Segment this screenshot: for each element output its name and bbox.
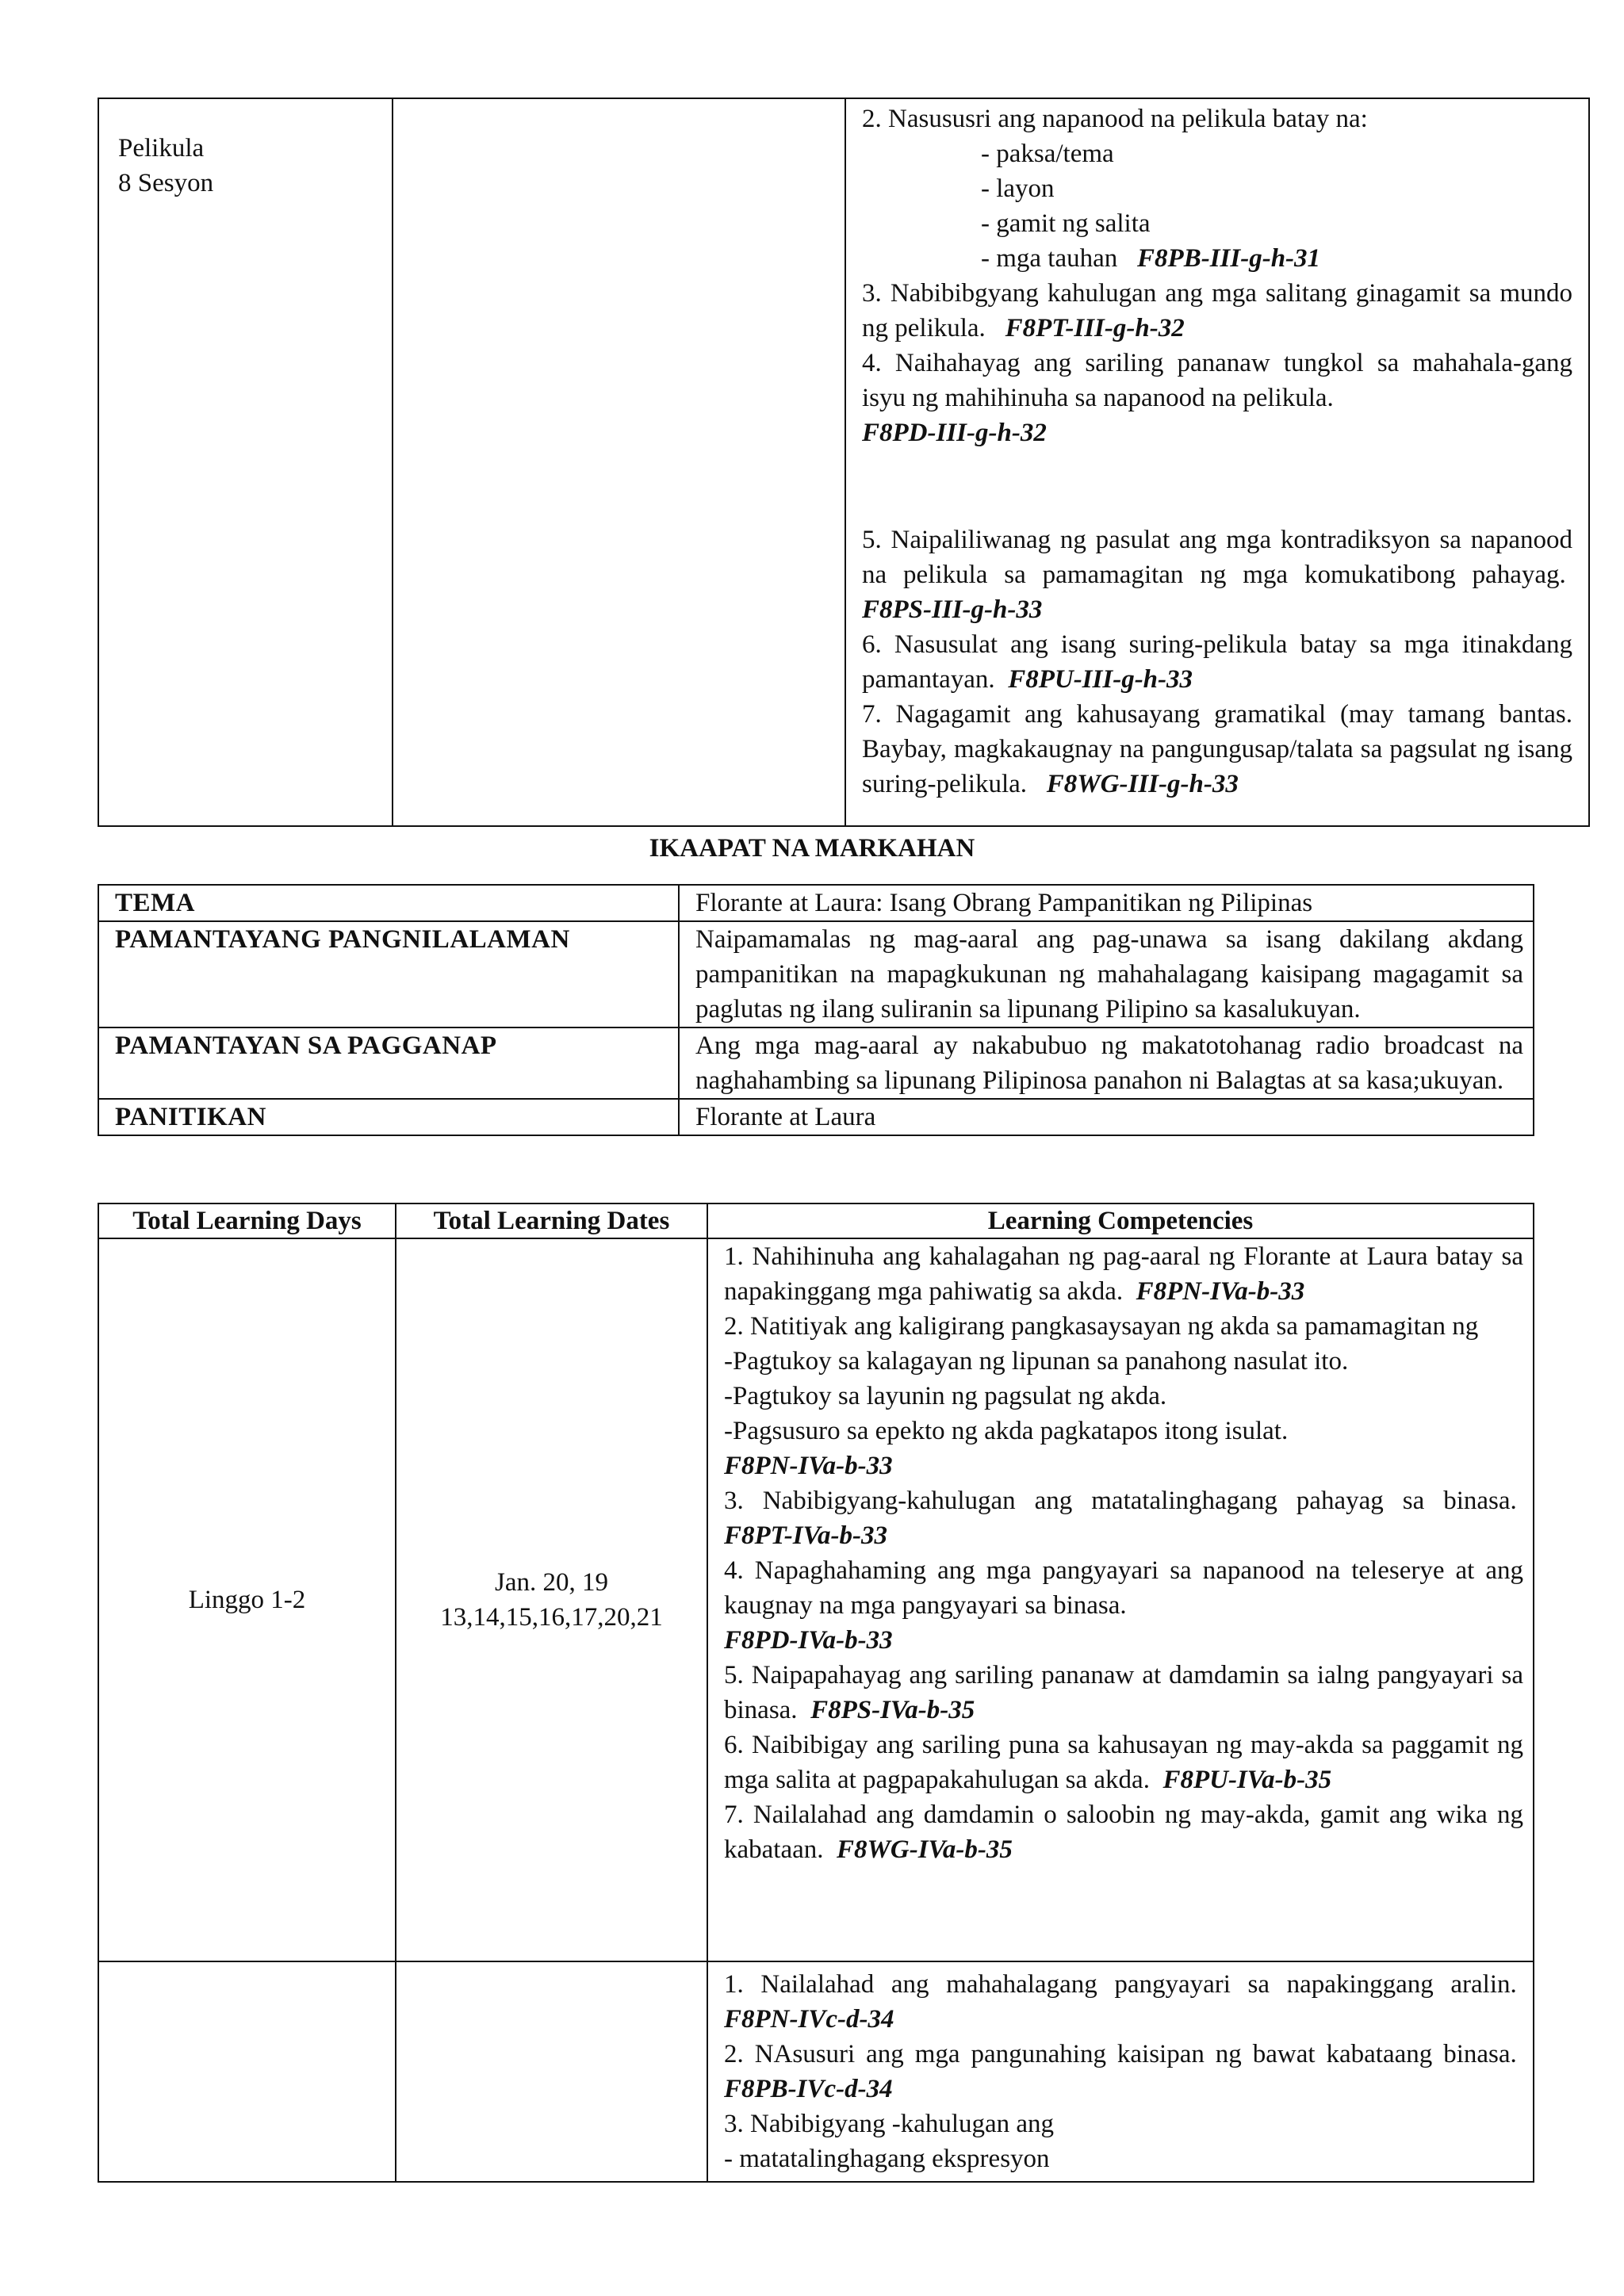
literature-type: Pelikula xyxy=(118,134,205,163)
competency-5 xyxy=(862,522,1572,627)
learning-days-cell xyxy=(98,1961,396,2182)
dates-line: 13,14,15,16,17,20,21 xyxy=(440,1603,663,1632)
table-row xyxy=(98,1961,1534,2182)
competency-text: 5. Naipaliliwanag ng pasulat ang mga kontradiksyon sa napanood na pelikula sa pamamagitan ng mga komukatibong pahayag. xyxy=(862,526,1572,589)
header-row xyxy=(98,1203,1534,1238)
competency-text: 6. Naibibigay ang sariling puna sa kahusayan ng may-akda sa paggamit ng mga salita at pagpapakahulugan sa akda. xyxy=(724,1731,1523,1794)
dates-line: Jan. 20, 19 xyxy=(495,1568,608,1597)
learning-dates-cell xyxy=(396,1238,707,1961)
competency-text: 5. Naipapahayag ang sariling pananaw at damdamin sa ialng pangyayari sa binasa. xyxy=(724,1661,1523,1724)
header-learning-days: Total Learning Days xyxy=(98,1203,396,1238)
table-row xyxy=(98,1238,1534,1961)
bullet-item: - layon xyxy=(981,174,1055,203)
competency-text: 3. Nabibibgyang kahulugan ang mga salitang ginagamit sa mundo ng pelikula. xyxy=(862,279,1572,342)
competency-1 xyxy=(724,1967,1523,2037)
competency-subitem: - matatalinghagang ekspresyon xyxy=(724,2145,1050,2173)
competency-2: 2. Natitiyak ang kaligirang pangkasaysayan ng akda sa pamamagitan ng xyxy=(724,1312,1479,1341)
competency-5 xyxy=(724,1658,1523,1728)
competency-code: F8PB-IVc-d-34 xyxy=(724,2075,893,2103)
header-learning-competencies: Learning Competencies xyxy=(707,1203,1534,1238)
competency-subitem: -Pagsusuro sa epekto ng akda pagkatapos itong isulat. xyxy=(724,1417,1289,1445)
competency-3 xyxy=(862,276,1572,346)
competency-3: 3. Nabibigyang -kahulugan ang xyxy=(724,2110,1055,2138)
learning-competencies-table xyxy=(98,1203,1534,2183)
performance-standard-label: PAMANTAYAN SA PAGGANAP xyxy=(98,1027,679,1099)
competencies-cell xyxy=(707,1238,1534,1961)
competency-code: F8PD-IVa-b-33 xyxy=(724,1626,893,1655)
learning-days-cell: Linggo 1-2 xyxy=(98,1238,396,1961)
competency-text: 1. Nahihinuha ang kahalagahan ng pag-aaral ng Florante at Laura batay sa napakinggang mga pahiwatig sa akda. xyxy=(724,1242,1523,1306)
content-standard-value: Naipamamalas ng mag-aaral ang pag-unawa sa isang dakilang akdang pampanitikan na mapagkukunan ng mahahalagang kaisipang magagamit sa paglutas ng ilang suliranin sa lipunang Pilipino sa kasalukuyan. xyxy=(679,921,1534,1027)
header-learning-dates: Total Learning Dates xyxy=(396,1203,707,1238)
competencies-cell xyxy=(845,98,1589,826)
competency-code: F8PN-IVc-d-34 xyxy=(724,2005,894,2034)
content-standard-label: PAMANTAYANG PANGNILALAMAN xyxy=(98,921,679,1027)
competency-text: 7. Nailalahad ang damdamin o saloobin ng may-akda, gamit ang wika ng kabataan. xyxy=(724,1800,1523,1864)
learning-dates-cell xyxy=(396,1961,707,2182)
literature-cell xyxy=(98,98,393,826)
competency-code: F8PU-IVa-b-35 xyxy=(1162,1766,1332,1794)
competency-7 xyxy=(724,1797,1523,1867)
competency-text: 6. Nasusulat ang isang suring-pelikula batay sa mga itinakdang pamantayan. xyxy=(862,630,1572,694)
competency-code: F8PS-III-g-h-33 xyxy=(862,595,1043,624)
competency-code: F8PS-IVa-b-35 xyxy=(810,1696,975,1724)
theme-label: TEMA xyxy=(98,885,679,921)
competency-3 xyxy=(724,1483,1523,1553)
competency-code: F8WG-III-g-h-33 xyxy=(1046,770,1239,798)
competency-text: 1. Nailalahad ang mahahalagang pangyayari sa napakinggang aralin. xyxy=(724,1970,1517,1999)
quarter-heading: IKAAPAT NA MARKAHAN xyxy=(649,834,975,863)
competency-subitem: -Pagtukoy sa layunin ng pagsulat ng akda. xyxy=(724,1382,1167,1410)
competency-1 xyxy=(724,1239,1523,1309)
bullet-item-with-code xyxy=(862,241,1572,276)
bullet-item: - paksa/tema xyxy=(981,140,1114,168)
bullet-text: - mga tauhan xyxy=(981,244,1118,273)
session-count: 8 Sesyon xyxy=(118,169,214,197)
competency-2 xyxy=(724,2037,1523,2107)
competency-6 xyxy=(724,1728,1523,1797)
quarter-info-table xyxy=(98,884,1534,1136)
competency-6 xyxy=(862,627,1572,697)
spacer xyxy=(862,450,1572,522)
competency-code: F8WG-IVa-b-35 xyxy=(837,1835,1013,1864)
competency-code: F8PN-IVa-b-33 xyxy=(1136,1277,1305,1306)
competency-subitem: -Pagtukoy sa kalagayan ng lipunan sa panahong nasulat ito. xyxy=(724,1347,1349,1376)
literature-label: PANITIKAN xyxy=(98,1099,679,1135)
theme-value: Florante at Laura: Isang Obrang Pampanitikan ng Pilipinas xyxy=(679,885,1534,921)
competency-4: 4. Naihahayag ang sariling pananaw tungkol sa mahahala-gang isyu ng mahihinuha sa napanood na pelikula. xyxy=(862,349,1572,412)
competency-text: 3. Nabibigyang-kahulugan ang matatalinghagang pahayag sa binasa. xyxy=(724,1487,1517,1515)
literature-value: Florante at Laura xyxy=(679,1099,1534,1135)
competency-code: F8PT-IVa-b-33 xyxy=(724,1521,887,1550)
competency-7 xyxy=(862,697,1572,802)
competencies-cell xyxy=(707,1961,1534,2182)
performance-standard-value: Ang mga mag-aaral ay nakabubuo ng makatotohanag radio broadcast na naghahambing sa lipunang Pilipinosa panahon ni Balagtas at sa kasa;ukuyan. xyxy=(679,1027,1534,1099)
competency-code: F8PB-III-g-h-31 xyxy=(1137,244,1321,273)
competency-4: 4. Napaghahaming ang mga pangyayari sa napanood na teleserye at ang kaugnay na mga pangyayari sa binasa. xyxy=(724,1556,1523,1620)
competency-text: 2. NAsusuri ang mga pangunahing kaisipan ng bawat kabataang binasa. xyxy=(724,2040,1517,2068)
competency-text: 7. Nagagamit ang kahusayang gramatikal (may tamang bantas. Baybay, magkakaugnay na pangungusap/talata sa pagsulat ng isang suring-pelikula. xyxy=(862,700,1572,798)
empty-dates-cell xyxy=(393,98,845,826)
competency-code: F8PT-III-g-h-32 xyxy=(1005,314,1185,342)
bullet-item: - gamit ng salita xyxy=(981,209,1151,238)
third-quarter-continuation-table xyxy=(98,98,1590,827)
competency-code: F8PN-IVa-b-33 xyxy=(724,1452,893,1480)
competency-2: 2. Nasususri ang napanood na pelikula batay na: xyxy=(862,105,1368,133)
competency-code: F8PD-III-g-h-32 xyxy=(862,419,1047,447)
competency-code: F8PU-III-g-h-33 xyxy=(1008,665,1193,694)
